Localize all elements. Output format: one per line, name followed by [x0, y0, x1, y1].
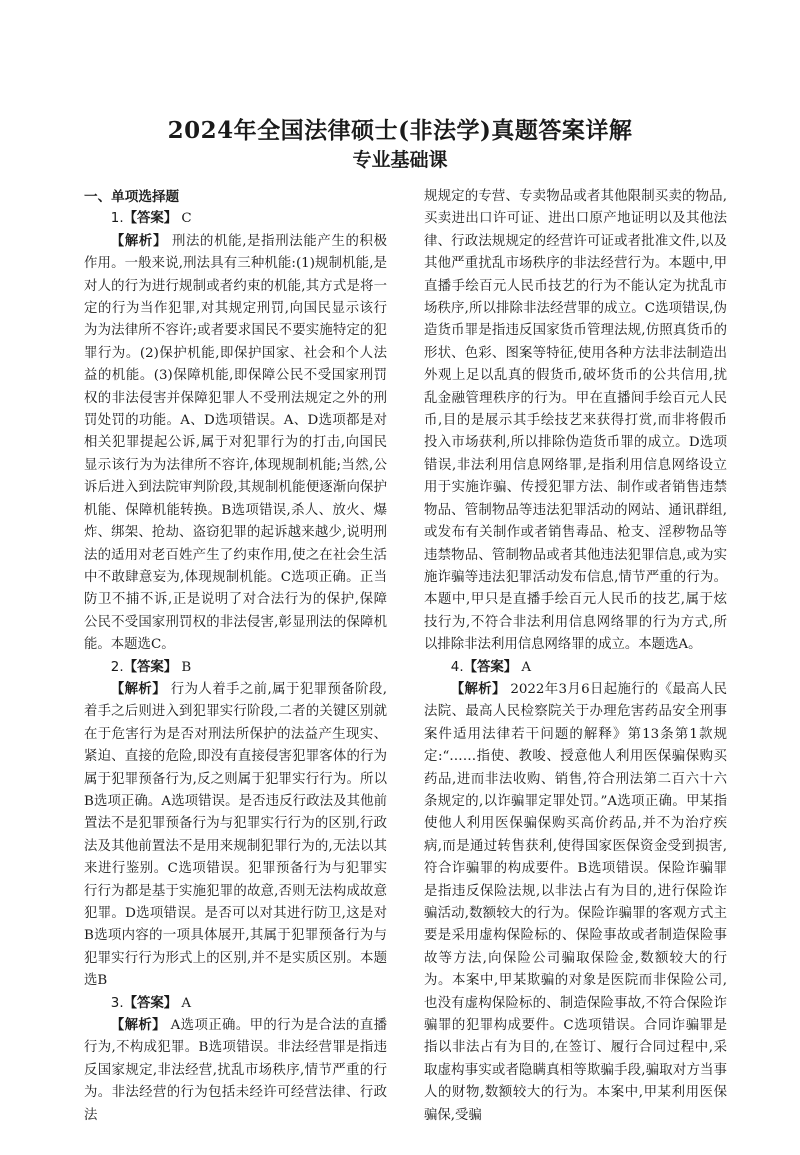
q4-answer-tag: 【答案】 [463, 659, 518, 675]
q3-analysis-continued: 规规定的专营、专卖物品或者其他限制买卖的物品,买卖进出口许可证、进出口原产地证明以及其他法律、行政法规规定的经营许可证或者批准文件,以及其他严重扰乱市场秩序的非法经营行为。本题中,甲直播手绘百元人民币技艺的行为不能认定为扰乱市场秩序,所以排除非法经营罪的成立。C选项错误,伪造货币罪是指违反国家货币管理法规,仿照真货币的形状、色彩、图案等特征,使用各种方法非法制造出外观上足以乱真的假货币,破坏货币的公共信用,扰乱金融管理秩序的行为。甲在直播间手绘百元人民币,目的是展示其手绘技艺来获得打赏,而非将假币投入市场获利,所以排除伪造货币罪的成立。D选项错误,非法利用信息网络罪,是指利用信息网络设立用于实施诈骗、传授犯罪方法、制作或者销售违禁物品、管制物品等违法犯罪活动的网站、通讯群组,或发布有关制作或者销售毒品、枪支、淫秽物品等违禁物品、管制物品或者其他违法犯罪信息,或为实施诈骗等违法犯罪活动发布信息,情节严重的行为。本题中,甲只是直播手绘百元人民币的技艺,属于炫技行为,不符合非法利用信息网络罪的行为方式,所以排除非法利用信息网络罪的成立。本题选A。 [424, 189, 727, 653]
q3-analysis-tag: 【解析】 [110, 1018, 166, 1034]
page-title: 2024年全国法律硕士(非法学)真题答案详解 [167, 117, 633, 144]
q2-analysis [84, 679, 387, 993]
q4-analysis-text: 2022年3月6日起施行的《最高人民法院、最高人民检察院关于办理危害药品安全刑事案件适用法律若干问题的解释》第13条第1款规定:“……指使、教唆、授意他人利用医保骗保购买药品,进而非法收购、销售,符合刑法第二百六十六条规定的,以诈骗罪定罪处罚。”A选项正确。甲某指使他人利用医保骗保购买高价药品,并不为治疗疾病,而是通过转售获利,使得国家医保资金受到损害,符合诈骗罪的构成要件。B选项错误。保险诈骗罪是指违反保险法规,以非法占有为目的,进行保险诈骗活动,数额较大的行为。保险诈骗罪的客观方式主要是采用虚构保险标的、保险事故或者制造保险事故等方法,向保险公司骗取保险金,数额较大的行为。本案中,甲某欺骗的对象是医院而非保险公司,也没有虚构保险标的、制造保险事故,不符合保险诈骗罪的犯罪构成要件。C选项错误。合同诈骗罪是指以非法占有为目的,在签订、履行合同过程中,采取虚构事实或者隐瞒真相等欺骗手段,骗取对方当事人的财物,数额较大的行为。本案中,甲某利用医保骗保,受骗 [424, 681, 727, 1123]
q3-answer: A [181, 995, 192, 1011]
q2-answer-tag: 【答案】 [123, 659, 178, 675]
q1-analysis [84, 231, 387, 657]
q4-analysis [424, 679, 727, 1127]
right-column [424, 186, 727, 1127]
q1-answer-tag: 【答案】 [123, 211, 178, 227]
q1-analysis-tag: 【解析】 [110, 233, 168, 249]
q3-analysis [84, 1015, 387, 1127]
q3-answer-tag: 【答案】 [123, 995, 178, 1011]
q4-analysis-tag: 【解析】 [450, 681, 506, 697]
q4-answer: A [521, 659, 532, 675]
left-column [84, 186, 387, 1127]
q2-answer: B [181, 659, 192, 675]
q2-number: 2. [110, 659, 124, 675]
q1-number: 1. [110, 211, 124, 227]
q2-analysis-tag: 【解析】 [110, 681, 167, 697]
q2-answer-line [84, 657, 387, 679]
q1-analysis-text: 刑法的机能,是指刑法能产生的积极作用。一般来说,刑法具有三种机能:(1)规制机能,是对人的行为进行规制或者约束的机能,其方式是将一定的行为当作犯罪,对其规定刑罚,向国民显示该行为为法律所不容许;或者要求国民不要实施特定的犯罪行为。(2)保护机能,即保护国家、社会和个人法益的机能。(3)保障机能,即保障公民不受国家刑罚权的非法侵害并保障犯罪人不受刑法规定之外的刑罚处罚的功能。A、D选项错误。A、D选项都是对相关犯罪提起公诉,属于对犯罪行为的打击,向国民显示该行为为法律所不容许,体现规制机能;当然,公诉后进入到法院审判阶段,其规制机能便逐渐向保护机能、保障机能转换。B选项错误,杀人、放火、爆炸、绑架、抢劫、盗窃犯罪的起诉越来越少,说明刑法的适用对老百姓产生了约束作用,使之在社会生活中不敢肆意妄为,体现规制机能。C选项正确。正当防卫不捕不诉,正是说明了对合法行为的保护,保障公民不受国家刑罚权的非法侵害,彰显刑法的保障机能。本题选C。 [84, 233, 387, 653]
page-subtitle: 专业基础课 [352, 149, 448, 171]
q2-analysis-text: 行为人着手之前,属于犯罪预备阶段,着手之后则进入到犯罪实行阶段,二者的关键区别就在于危害行为是否对刑法所保护的法益产生现实、紧迫、直接的危险,即没有直接侵害犯罪客体的行为属于犯罪预备行为,反之则属于犯罪实行行为。所以B选项正确。A选项错误。是否违反行政法及其他前置法不是犯罪预备行为与犯罪实行行为的区别,行政法及其他前置法不是用来规制犯罪行为的,无法以其来进行鉴别。C选项错误。犯罪预备行为与犯罪实行行为都是基于实施犯罪的故意,否则无法构成故意犯罪。D选项错误。是否可以对其进行防卫,这是对B选项内容的一项具体展开,其属于犯罪预备行为与犯罪实行行为形式上的区别,并不是实质区别。本题选B [84, 681, 387, 989]
q4-answer-line [424, 657, 727, 679]
q3-analysis-text: A选项正确。甲的行为是合法的直播行为,不构成犯罪。B选项错误。非法经营罪是指违反国家规定,非法经营,扰乱市场秩序,情节严重的行为。非法经营的行为包括未经许可经营法律、行政法 [84, 1018, 388, 1123]
q3-number: 3. [110, 995, 124, 1011]
q4-number: 4. [450, 659, 464, 675]
section-heading: 一、单项选择题 [84, 189, 180, 205]
q3-answer-line [84, 993, 387, 1015]
q1-answer-line [84, 208, 387, 230]
q1-answer: C [181, 211, 192, 227]
